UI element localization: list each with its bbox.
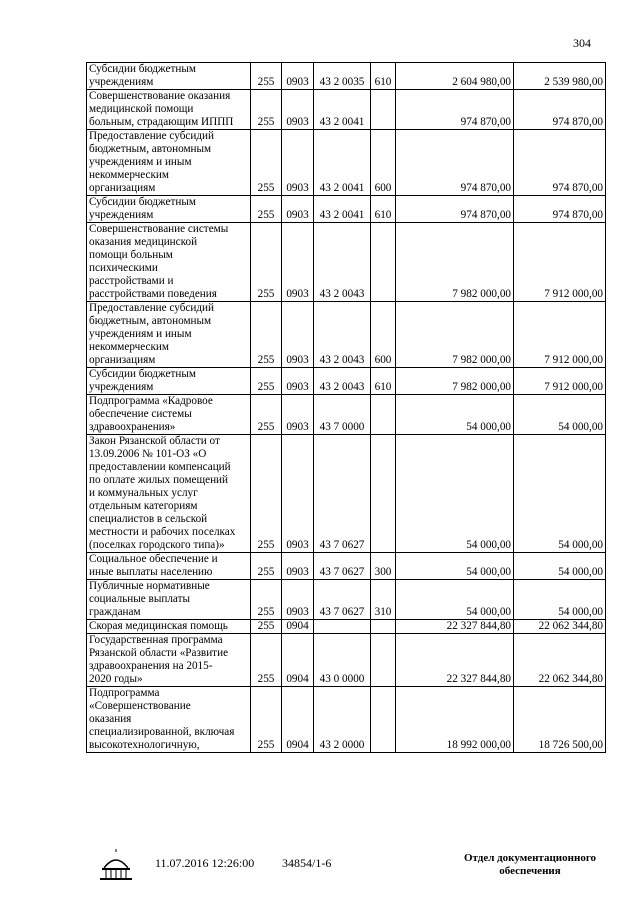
row-expense-type: 600 [371,302,396,368]
row-amount-second: 18 726 500,00 [514,687,606,753]
page-number: 304 [573,36,591,50]
row-target-article: 43 2 0041 [314,196,371,223]
row-admin-code: 255 [251,395,282,435]
row-admin-code: 255 [251,553,282,580]
row-amount-second: 974 870,00 [514,130,606,196]
row-amount-first: 7 982 000,00 [396,302,514,368]
row-section-code: 0903 [282,395,314,435]
row-name: Скорая медицинская помощь [87,620,251,634]
row-name: Подпрограмма «Совершенствование оказания специализированной, включая высокотехнологичную, [87,687,251,753]
table-row [87,435,606,553]
row-target-article: 43 7 0627 [314,553,371,580]
row-admin-code: 255 [251,302,282,368]
row-name: Государственная программа Рязанской области «Развитие здравоохранения на 2015- 2020 годы» [87,634,251,687]
row-admin-code: 255 [251,580,282,620]
row-amount-first: 54 000,00 [396,553,514,580]
row-expense-type [371,634,396,687]
row-amount-first: 22 327 844,80 [396,634,514,687]
row-amount-first: 7 982 000,00 [396,223,514,302]
row-target-article: 43 2 0000 [314,687,371,753]
row-amount-second: 22 062 344,80 [514,620,606,634]
row-section-code: 0903 [282,368,314,395]
row-expense-type [371,223,396,302]
row-admin-code: 255 [251,130,282,196]
row-amount-second: 54 000,00 [514,395,606,435]
row-section-code: 0903 [282,223,314,302]
row-name: Подпрограмма «Кадровое обеспечение системы здравоохранения» [87,395,251,435]
building-dome-icon [96,848,136,882]
row-amount-first: 18 992 000,00 [396,687,514,753]
row-expense-type: 610 [371,368,396,395]
row-amount-second: 7 912 000,00 [514,223,606,302]
row-name: Публичные нормативные социальные выплаты гражданам [87,580,251,620]
row-name: Субсидии бюджетным учреждениям [87,63,251,90]
row-amount-second: 54 000,00 [514,553,606,580]
budget-table-body [87,63,606,753]
row-admin-code: 255 [251,196,282,223]
row-amount-first: 54 000,00 [396,395,514,435]
table-row [87,634,606,687]
row-name: Закон Рязанской области от 13.09.2006 № 101-ОЗ «О предоставлении компенсаций по оплате жилых помещений и коммунальных услуг отдельным категориям специалистов в сельской местности и рабочих поселках (поселках городского типа)» [87,435,251,553]
row-amount-second: 54 000,00 [514,580,606,620]
row-amount-first: 54 000,00 [396,580,514,620]
row-target-article: 43 0 0000 [314,634,371,687]
row-expense-type [371,395,396,435]
table-row [87,196,606,223]
row-section-code: 0903 [282,580,314,620]
row-admin-code: 255 [251,223,282,302]
row-name: Совершенствование оказания медицинской помощи больным, страдающим ИППП [87,90,251,130]
row-target-article: 43 2 0035 [314,63,371,90]
row-section-code: 0903 [282,130,314,196]
row-section-code: 0904 [282,620,314,634]
row-amount-second: 7 912 000,00 [514,302,606,368]
row-target-article: 43 2 0041 [314,130,371,196]
row-target-article: 43 7 0627 [314,435,371,553]
row-admin-code: 255 [251,634,282,687]
table-row [87,130,606,196]
row-expense-type: 610 [371,63,396,90]
row-name: Социальное обеспечение и иные выплаты населению [87,553,251,580]
row-expense-type: 610 [371,196,396,223]
row-amount-first: 974 870,00 [396,196,514,223]
row-admin-code: 255 [251,63,282,90]
row-section-code: 0903 [282,302,314,368]
row-section-code: 0903 [282,553,314,580]
footer-document-code: 34854/1-6 [282,856,332,870]
row-admin-code: 255 [251,620,282,634]
row-section-code: 0903 [282,90,314,130]
table-row [87,687,606,753]
row-expense-type: 600 [371,130,396,196]
row-expense-type [371,90,396,130]
row-target-article: 43 2 0043 [314,368,371,395]
row-expense-type [371,620,396,634]
row-amount-first: 974 870,00 [396,130,514,196]
row-target-article [314,620,371,634]
row-section-code: 0904 [282,634,314,687]
row-amount-second: 2 539 980,00 [514,63,606,90]
budget-table [86,62,606,753]
row-section-code: 0903 [282,196,314,223]
row-target-article: 43 2 0041 [314,90,371,130]
row-expense-type: 300 [371,553,396,580]
row-target-article: 43 7 0627 [314,580,371,620]
row-target-article: 43 2 0043 [314,302,371,368]
row-expense-type: 310 [371,580,396,620]
table-row [87,553,606,580]
row-admin-code: 255 [251,435,282,553]
row-amount-second: 54 000,00 [514,435,606,553]
row-name: Предоставление субсидий бюджетным, автономным учреждениям и иным некоммерческим организациям [87,302,251,368]
row-amount-second: 7 912 000,00 [514,368,606,395]
row-name: Субсидии бюджетным учреждениям [87,368,251,395]
footer-datetime: 11.07.2016 12:26:00 [155,856,255,870]
table-row [87,63,606,90]
row-amount-first: 22 327 844,80 [396,620,514,634]
row-section-code: 0903 [282,63,314,90]
footer-department: Отдел документационного обеспечения [463,852,597,877]
row-target-article: 43 2 0043 [314,223,371,302]
row-amount-second: 22 062 344,80 [514,634,606,687]
row-expense-type [371,435,396,553]
row-name: Субсидии бюджетным учреждениям [87,196,251,223]
table-row [87,580,606,620]
row-admin-code: 255 [251,368,282,395]
row-section-code: 0904 [282,687,314,753]
row-admin-code: 255 [251,90,282,130]
table-row [87,302,606,368]
row-expense-type [371,687,396,753]
row-amount-first: 54 000,00 [396,435,514,553]
row-amount-second: 974 870,00 [514,90,606,130]
row-amount-first: 7 982 000,00 [396,368,514,395]
table-row [87,368,606,395]
row-amount-first: 2 604 980,00 [396,63,514,90]
row-target-article: 43 7 0000 [314,395,371,435]
row-amount-first: 974 870,00 [396,90,514,130]
row-name: Предоставление субсидий бюджетным, автономным учреждениям и иным некоммерческим организациям [87,130,251,196]
table-row [87,223,606,302]
row-name: Совершенствование системы оказания медицинской помощи больным психическими расстройствами и расстройствами поведения [87,223,251,302]
table-row [87,620,606,634]
table-row [87,90,606,130]
row-admin-code: 255 [251,687,282,753]
row-amount-second: 974 870,00 [514,196,606,223]
row-section-code: 0903 [282,435,314,553]
table-row [87,395,606,435]
